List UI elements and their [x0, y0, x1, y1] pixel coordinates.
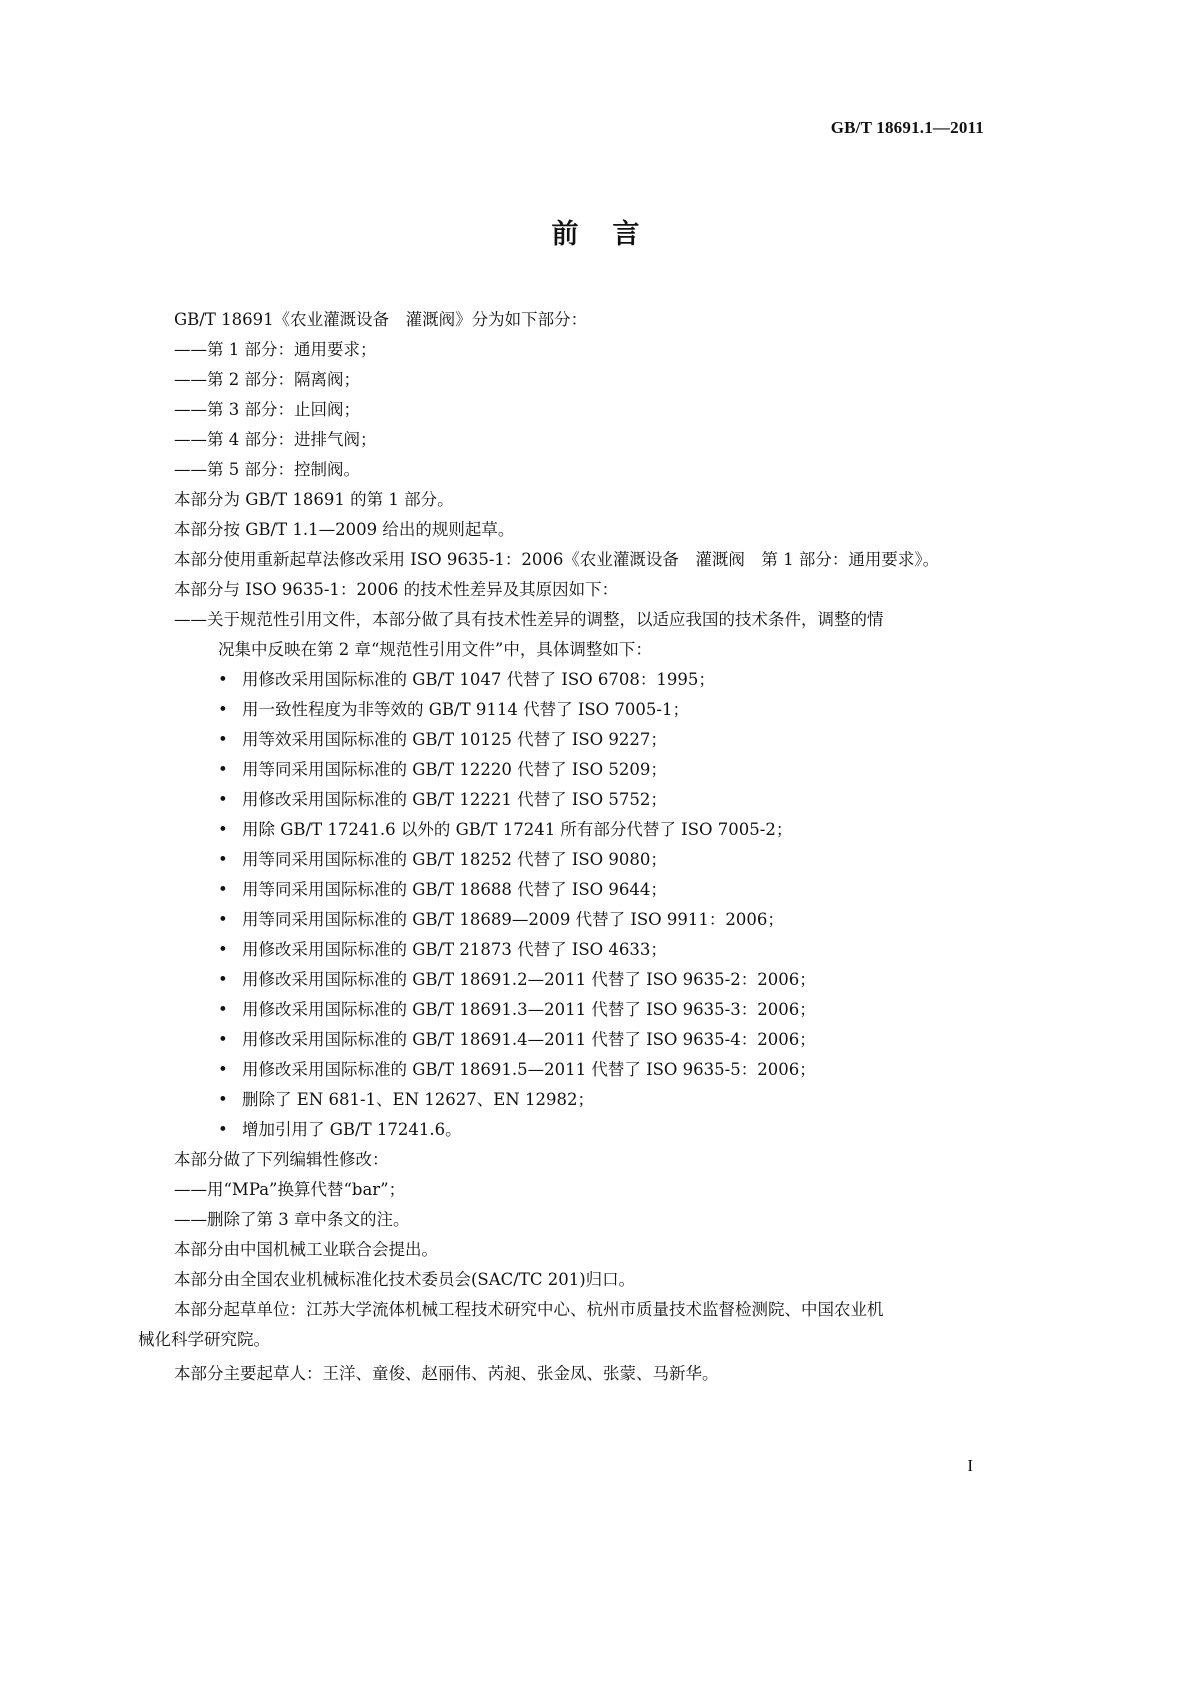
drafters: 本部分主要起草人：王洋、童俊、赵丽伟、芮昶、张金凤、张蒙、马新华。 — [174, 1364, 719, 1383]
centralized-by: 本部分由全国农业机械标准化技术委员会(SAC/TC 201)归口。 — [174, 1270, 636, 1289]
list-item — [174, 815, 1054, 845]
paragraph: 本部分与 ISO 9635-1：2006 的技术性差异及其原因如下： — [174, 580, 619, 599]
bullet-icon: • — [218, 820, 228, 839]
part-item: ——第 3 部分：止回阀； — [174, 400, 360, 419]
page-number: I — [967, 1456, 973, 1475]
standard-code: GB/T 18691.1—2011 — [830, 118, 984, 137]
paragraph: 本部分使用重新起草法修改采用 ISO 9635-1：2006《农业灌溉设备 灌溉阀 第 1 部分：通用要求》。 — [174, 550, 940, 569]
list-item-text: 用等效采用国际标准的 GB/T 10125 代替了 ISO 9227； — [242, 730, 667, 749]
paragraph: 本部分按 GB/T 1.1—2009 给出的规则起草。 — [174, 520, 515, 539]
bullet-icon: • — [218, 790, 228, 809]
list-item — [174, 755, 1054, 785]
editorial-item: ——删除了第 3 章中条文的注。 — [174, 1210, 410, 1229]
list-item — [174, 1115, 1054, 1145]
part-item: ——第 1 部分：通用要求； — [174, 340, 377, 359]
bullet-icon: • — [218, 970, 228, 989]
drafting-units-line2: 械化科学研究院。 — [138, 1330, 270, 1349]
list-item-text: 删除了 EN 681-1、EN 12627、EN 12982； — [242, 1090, 594, 1109]
bullet-icon: • — [218, 1000, 228, 1019]
list-item-text: 用修改采用国际标准的 GB/T 18691.2—2011 代替了 ISO 9635-2：2006； — [242, 970, 816, 989]
page-title: 前言 — [551, 219, 674, 250]
list-item-text: 用修改采用国际标准的 GB/T 18691.4—2011 代替了 ISO 9635-4：2006； — [242, 1030, 816, 1049]
bullet-icon: • — [218, 1120, 228, 1139]
intro-line: GB/T 18691《农业灌溉设备 灌溉阀》分为如下部分： — [174, 310, 588, 329]
list-item — [174, 845, 1054, 875]
bullet-icon: • — [218, 1060, 228, 1079]
list-item — [174, 935, 1054, 965]
list-item — [174, 1025, 1054, 1055]
list-item — [174, 965, 1054, 995]
list-item-text: 用等同采用国际标准的 GB/T 18688 代替了 ISO 9644； — [242, 880, 667, 899]
part-item: ——第 4 部分：进排气阀； — [174, 430, 377, 449]
diff-item-line1: ——关于规范性引用文件，本部分做了具有技术性差异的调整，以适应我国的技术条件，调整的情 — [174, 610, 884, 629]
list-item-text: 用修改采用国际标准的 GB/T 18691.3—2011 代替了 ISO 9635-3：2006； — [242, 1000, 816, 1019]
document-body — [138, 305, 1054, 1389]
list-item — [174, 725, 1054, 755]
bullet-icon: • — [218, 940, 228, 959]
list-item — [174, 875, 1054, 905]
bullet-icon: • — [218, 1090, 228, 1109]
list-item — [174, 905, 1054, 935]
bullet-icon: • — [218, 760, 228, 779]
list-item-text: 用修改采用国际标准的 GB/T 21873 代替了 ISO 4633； — [242, 940, 667, 959]
proposed-by: 本部分由中国机械工业联合会提出。 — [174, 1240, 438, 1259]
list-item — [174, 995, 1054, 1025]
bullet-icon: • — [218, 670, 228, 689]
editorial-item: ——用“MPa”换算代替“bar”； — [174, 1180, 406, 1199]
list-item-text: 用等同采用国际标准的 GB/T 18689—2009 代替了 ISO 9911：2006； — [242, 910, 784, 929]
bullet-icon: • — [218, 880, 228, 899]
bullet-icon: • — [218, 1030, 228, 1049]
drafting-units-line1: 本部分起草单位：江苏大学流体机械工程技术研究中心、杭州市质量技术监督检测院、中国农业机 — [174, 1300, 884, 1319]
list-item-text: 用等同采用国际标准的 GB/T 12220 代替了 ISO 5209； — [242, 760, 667, 779]
list-item — [174, 695, 1054, 725]
list-item — [174, 785, 1054, 815]
list-item-text: 用修改采用国际标准的 GB/T 12221 代替了 ISO 5752； — [242, 790, 667, 809]
editorial-intro: 本部分做了下列编辑性修改： — [174, 1150, 389, 1169]
list-item-text: 用修改采用国际标准的 GB/T 1047 代替了 ISO 6708：1995； — [242, 670, 715, 689]
bullet-icon: • — [218, 910, 228, 929]
list-item — [174, 1055, 1054, 1085]
bullet-icon: • — [218, 730, 228, 749]
list-item-text: 用修改采用国际标准的 GB/T 18691.5—2011 代替了 ISO 9635-5：2006； — [242, 1060, 816, 1079]
bullet-icon: • — [218, 700, 228, 719]
list-item — [174, 665, 1054, 695]
list-item-text: 用等同采用国际标准的 GB/T 18252 代替了 ISO 9080； — [242, 850, 667, 869]
part-item: ——第 5 部分：控制阀。 — [174, 460, 360, 479]
bullet-icon: • — [218, 850, 228, 869]
list-item-text: 用除 GB/T 17241.6 以外的 GB/T 17241 所有部分代替了 ISO 7005-2； — [242, 820, 793, 839]
list-item-text: 增加引用了 GB/T 17241.6。 — [242, 1120, 462, 1139]
paragraph: 本部分为 GB/T 18691 的第 1 部分。 — [174, 490, 454, 509]
list-item — [174, 1085, 1054, 1115]
list-item-text: 用一致性程度为非等效的 GB/T 9114 代替了 ISO 7005-1； — [242, 700, 689, 719]
part-item: ——第 2 部分：隔离阀； — [174, 370, 360, 389]
reference-adjustment-list — [174, 665, 1054, 1145]
diff-item-line2: 况集中反映在第 2 章“规范性引用文件”中，具体调整如下： — [218, 640, 652, 659]
